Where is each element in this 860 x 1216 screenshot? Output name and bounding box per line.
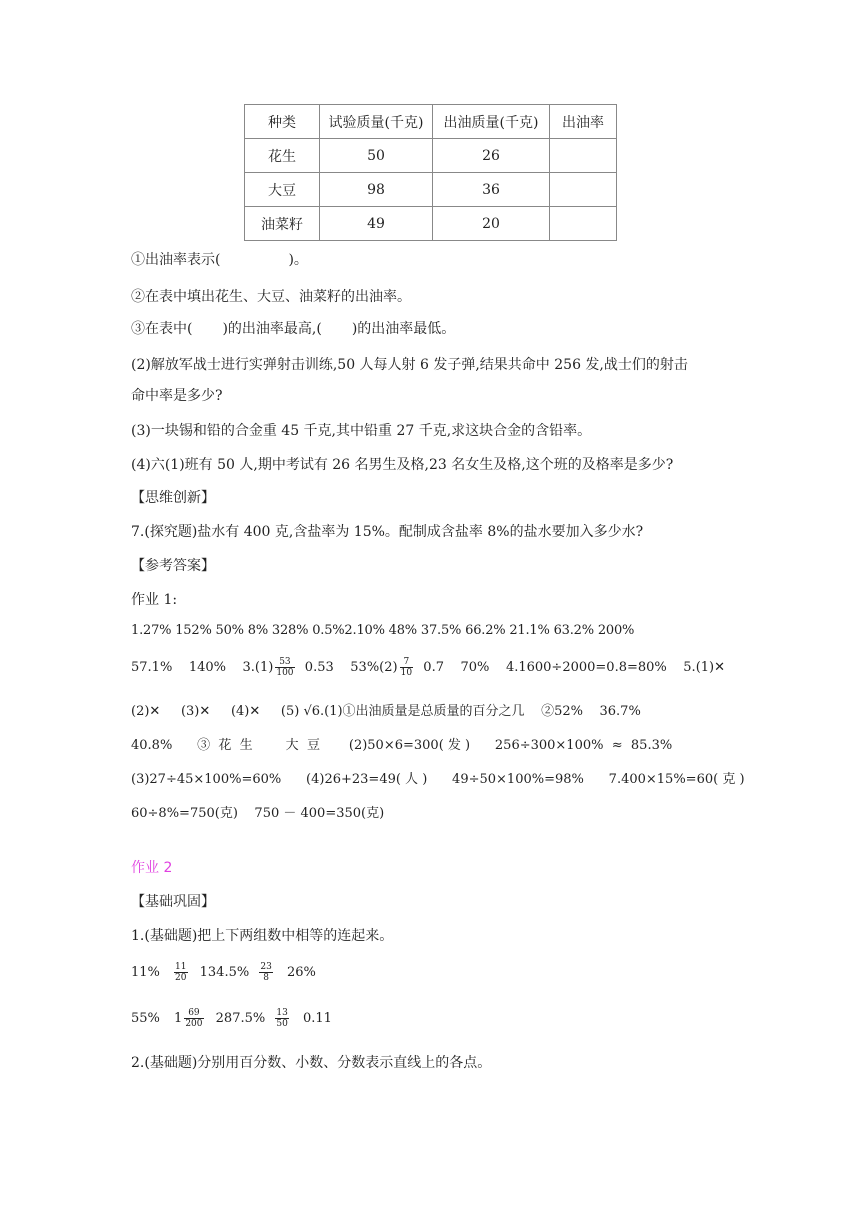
answer-line-3: (2)✕ (3)✕ (4)✕ (5) √6.(1)①出油质量是总质量的百分之几 ②52% 36.7%	[131, 704, 641, 719]
question-1b: ②在表中填出花生、大豆、油菜籽的出油率。	[131, 289, 411, 305]
question-text: )。	[288, 252, 308, 268]
homework-1-title: 作业 1:	[131, 592, 178, 608]
question-2-line1: (2)解放军战士进行实弹射击训练,50 人每人射 6 发子弹,结果共命中 256 发,战士们的射击	[131, 357, 688, 373]
fraction-numerator: 13	[276, 1008, 288, 1018]
fraction-denominator: 200	[185, 1019, 203, 1029]
fraction-denominator: 10	[400, 668, 413, 678]
answer-text: 57.1% 140% 3.(1)	[131, 660, 274, 675]
fraction-denominator: 100	[276, 668, 294, 678]
question-text: ③在表中(	[131, 321, 193, 337]
fraction-numerator: 23	[260, 962, 272, 972]
fraction	[275, 657, 294, 678]
fraction-numerator: 53	[275, 657, 294, 668]
question-text: )的出油率最高,(	[222, 321, 322, 337]
fraction-numerator: 11	[175, 962, 187, 972]
fraction-denominator: 50	[276, 1019, 288, 1029]
answer-line-5: (3)27÷45×100%=60% (4)26+23=49( 人 ) 49÷50×100%=98% 7.400×15%=60( 克 )	[131, 772, 745, 787]
question-3: (3)一块锡和铅的合金重 45 千克,其中铅重 27 千克,求这块合金的含铅率。	[131, 423, 592, 439]
section-heading-answers: 【参考答案】	[131, 558, 215, 574]
fraction[interactable]	[259, 962, 272, 983]
basic-question-1: 1.(基础题)把上下两组数中相等的连起来。	[131, 928, 394, 944]
fraction[interactable]	[275, 1008, 288, 1029]
fraction-denominator: 8	[263, 973, 269, 983]
mixed-number[interactable]	[174, 1008, 205, 1029]
number-item[interactable]: 134.5%	[199, 965, 250, 980]
number-row-top	[131, 962, 316, 983]
question-1c	[131, 318, 455, 338]
fraction-numerator: 7	[400, 657, 413, 668]
fraction[interactable]	[174, 962, 187, 983]
fraction	[184, 1008, 203, 1029]
table-header-row	[245, 105, 617, 139]
table-cell: 20	[433, 207, 550, 241]
table-cell-blank[interactable]	[550, 173, 617, 207]
table-cell: 98	[320, 173, 433, 207]
header-cell: 种类	[245, 105, 320, 139]
table-row	[245, 207, 617, 241]
answer-line-6: 60÷8%=750(克) 750 － 400=350(克)	[131, 806, 385, 821]
question-2-line2: 命中率是多少?	[131, 388, 223, 404]
number-item[interactable]: 11%	[131, 965, 160, 980]
mixed-whole: 1	[174, 1011, 183, 1026]
table-cell: 花生	[245, 139, 320, 173]
header-cell: 试验质量(千克)	[320, 105, 433, 139]
question-text: )的出油率最低。	[351, 321, 456, 337]
fraction	[400, 657, 413, 678]
number-item[interactable]: 0.11	[302, 1011, 332, 1026]
fraction-numerator: 69	[184, 1008, 203, 1019]
table-row	[245, 173, 617, 207]
number-item[interactable]: 55%	[131, 1011, 160, 1026]
answer-line-4: 40.8% ③ 花 生 大 豆 (2)50×6=300( 发 ) 256÷300×100% ≈ 85.3%	[131, 738, 673, 753]
table-row	[245, 139, 617, 173]
answer-line-2	[131, 657, 725, 678]
number-item[interactable]: 26%	[286, 965, 316, 980]
table-cell: 50	[320, 139, 433, 173]
homework-2-title: 作业 2	[131, 860, 173, 876]
question-4: (4)六(1)班有 50 人,期中考试有 26 名男生及格,23 名女生及格,这个班的及格率是多少?	[131, 457, 674, 473]
answer-line-1: 1.27% 152% 50% 8% 328% 0.5%2.10% 48% 37.5% 66.2% 21.1% 63.2% 200%	[131, 623, 635, 638]
table-cell-blank[interactable]	[550, 139, 617, 173]
oil-rate-table	[244, 104, 617, 241]
fraction-denominator: 20	[175, 973, 187, 983]
table-cell: 油菜籽	[245, 207, 320, 241]
answer-text: 0.53 53%(2)	[296, 660, 398, 675]
section-heading-basic: 【基础巩固】	[131, 894, 215, 910]
table-cell: 36	[433, 173, 550, 207]
section-heading-thinking: 【思维创新】	[131, 490, 215, 506]
header-cell: 出油率	[550, 105, 617, 139]
table-cell: 26	[433, 139, 550, 173]
table-cell: 大豆	[245, 173, 320, 207]
question-text: ①出油率表示(	[131, 252, 221, 268]
table-cell: 49	[320, 207, 433, 241]
answer-text: 0.7 70% 4.1600÷2000=0.8=80% 5.(1)✕	[415, 660, 725, 675]
number-item[interactable]: 287.5%	[215, 1011, 266, 1026]
number-row-bottom	[131, 1008, 332, 1029]
table-cell-blank[interactable]	[550, 207, 617, 241]
question-1a	[131, 249, 308, 269]
header-cell: 出油质量(千克)	[433, 105, 550, 139]
question-7: 7.(探究题)盐水有 400 克,含盐率为 15%。配制成含盐率 8%的盐水要加入多少水?	[131, 524, 644, 540]
basic-question-2: 2.(基础题)分别用百分数、小数、分数表示直线上的各点。	[131, 1055, 492, 1071]
